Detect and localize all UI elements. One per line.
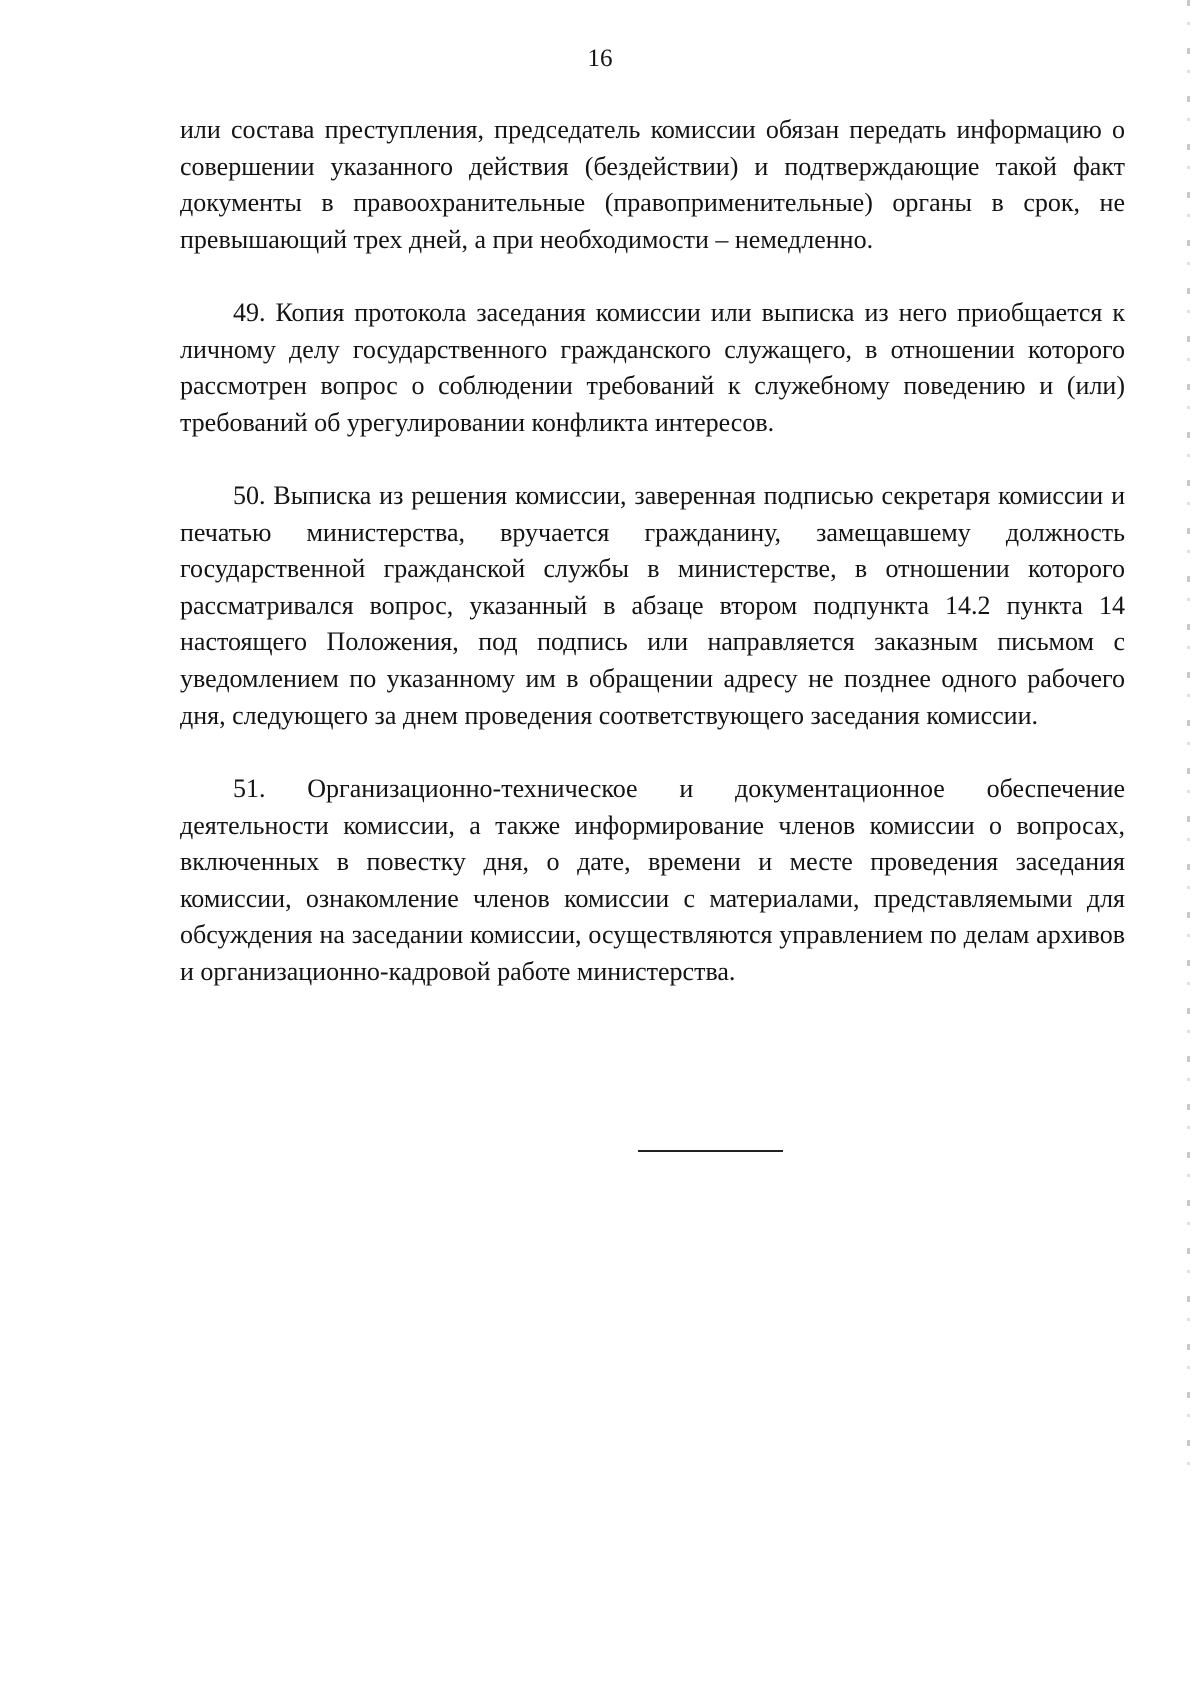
document-body (180, 112, 1125, 258)
document-body-49 (180, 295, 1125, 441)
paragraph-50: 50. Выписка из решения комиссии, заверенная подписью секретаря комиссии и печатью министерства, вручается гражданину, замещавшему должность государственной гражданской службы в министерстве, в отношении которого рассматривался вопрос, указанный в абзаце втором подпункта 14.2 пункта 14 настоящего Положения, под подпись или направляется заказным письмом с уведомлением по указанному им в обращении адресу не позднее одного рабочего дня, следующего за днем проведения соответствующего заседания комиссии. (180, 481, 1125, 730)
document-body-50 (180, 478, 1125, 734)
document-body-51 (180, 771, 1125, 991)
page-number: 16 (587, 45, 613, 72)
paragraph-49: 49. Копия протокола заседания комиссии или выписка из него приобщается к личному делу государственного гражданского служащего, в отношении которого рассмотрен вопрос о соблюдении требований к служебному поведению и (или) требований об урегулировании конфликта интересов. (180, 298, 1125, 437)
paragraph-continuation: или состава преступления, председатель комиссии обязан передать информацию о совершении указанного действия (бездействии) и подтверждающие такой факт документы в правоохранительные (правоприменительные) органы в срок, не превышающий трех дней, а при необходимости – немедленно. (180, 115, 1125, 254)
scan-edge-artifact (1187, 0, 1190, 1480)
end-of-document-rule (638, 1150, 783, 1152)
paragraph-51: 51. Организационно-техническое и документационное обеспечение деятельности комиссии, а также информирование членов комиссии о вопросах, включенных в повестку дня, о дате, времени и месте проведения заседания комиссии, ознакомление членов комиссии с материалами, представляемыми для обсуждения на заседании комиссии, осуществляются управлением по делам архивов и организационно-кадровой работе министерства. (180, 774, 1125, 986)
